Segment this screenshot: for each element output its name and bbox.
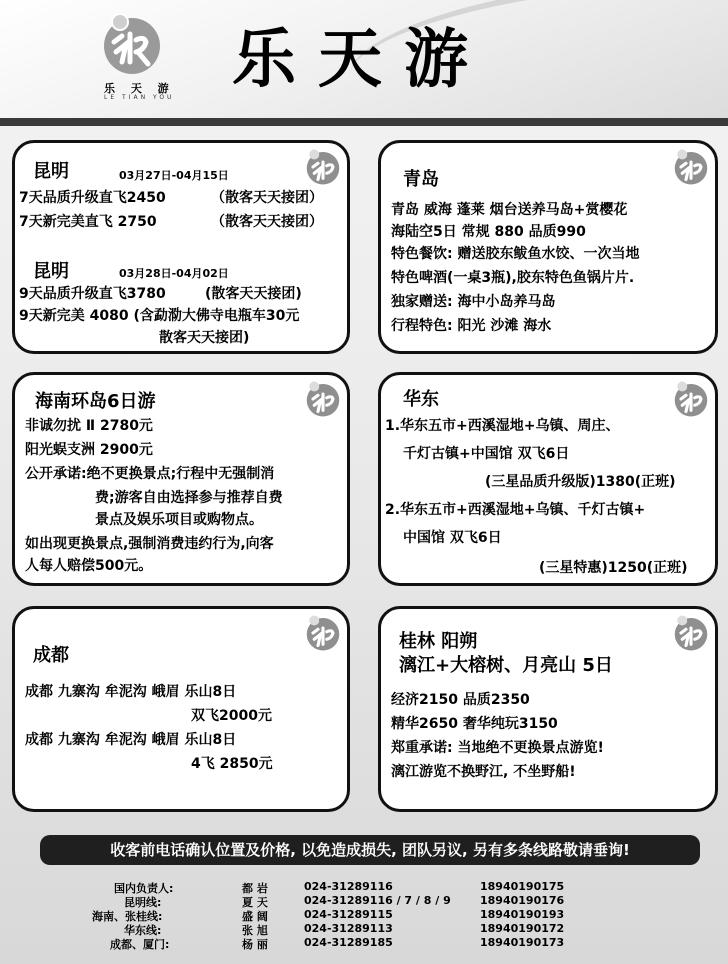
contact-phone: 024-31289116 / 7 / 8 / 9	[304, 894, 451, 907]
contact-role: 华东线:	[124, 924, 162, 937]
letianyou-logo-icon	[303, 613, 343, 653]
letianyou-logo-icon	[671, 379, 711, 419]
qingdao-line: 行程特色: 阳光 沙滩 海水	[391, 318, 552, 334]
qingdao-line: 海陆空5日 常规 880 品质990	[391, 224, 586, 240]
chengdu-line: 成都 九寨沟 牟泥沟 峨眉 乐山8日	[25, 684, 237, 700]
letianyou-logo-icon	[100, 12, 164, 76]
contact-role: 海南、张桂线:	[92, 910, 163, 923]
huadong-title: 华东	[403, 389, 439, 410]
hainan-line: 公开承诺:绝不更换景点;行程中无强制消	[25, 466, 275, 482]
kunming-title-2: 昆明	[33, 261, 69, 282]
guilin-title-2: 漓江+大榕树、月亮山 5日	[399, 655, 613, 676]
qingdao-title: 青岛	[403, 169, 439, 190]
hainan-line: 费;游客自由选择参与推荐自费	[95, 490, 283, 506]
qingdao-line: 特色啤酒(一桌3瓶),胶东特色鱼锅片片.	[391, 270, 635, 286]
notice-banner	[40, 835, 700, 865]
letianyou-logo-icon	[303, 147, 343, 187]
chengdu-title: 成都	[33, 645, 69, 666]
letianyou-logo-icon	[303, 379, 343, 419]
qingdao-line: 特色餐饮: 赠送胶东鲅鱼水饺、一次当地	[391, 246, 640, 262]
contact-name: 夏 天	[242, 896, 268, 909]
qingdao-panel	[378, 140, 718, 354]
kunming-line-3-note: (散客天天接团)	[205, 286, 302, 302]
guilin-line: 经济2150 品质2350	[391, 692, 530, 708]
contact-name: 杨 丽	[242, 938, 268, 951]
guilin-panel	[378, 606, 718, 812]
chengdu-line: 双飞2000元	[191, 708, 272, 724]
contact-mobile: 18940190176	[480, 894, 565, 907]
contact-mobile: 18940190173	[480, 936, 565, 949]
logo-text: 乐 天 游	[104, 82, 175, 95]
contact-role: 成都、厦门:	[110, 938, 170, 951]
hainan-line: 阳光蜈支洲 2900元	[25, 442, 153, 458]
guilin-line: 郑重承诺: 当地绝不更换景点游览!	[391, 740, 604, 756]
chengdu-line: 4飞 2850元	[191, 756, 273, 772]
hainan-line: 非诚勿扰 Ⅱ 2780元	[25, 418, 153, 434]
chengdu-panel	[12, 606, 350, 812]
chengdu-line: 成都 九寨沟 牟泥沟 峨眉 乐山8日	[25, 732, 237, 748]
letianyou-logo-icon	[671, 147, 711, 187]
contact-mobile: 18940190175	[480, 880, 565, 893]
kunming-date-1: 03月27日-04月15日	[119, 169, 229, 182]
huadong-line: (三星品质升级版)1380(正班)	[485, 474, 676, 490]
contact-role: 国内负责人:	[114, 882, 174, 895]
contact-phone: 024-31289113	[304, 922, 393, 935]
qingdao-line: 青岛 威海 蓬莱 烟台送养马岛+赏樱花	[391, 202, 628, 218]
kunming-line-1: 7天品质升级直飞2450	[19, 190, 166, 206]
kunming-line-4: 9天新完美 4080 (含勐泐大佛寺电瓶车30元	[19, 308, 300, 324]
guilin-title-1: 桂林 阳朔	[399, 631, 478, 652]
contact-mobile: 18940190172	[480, 922, 565, 935]
huadong-line: 1.华东五市+西溪湿地+乌镇、周庄、	[385, 418, 620, 434]
contact-phone: 024-31289116	[304, 880, 393, 893]
contact-name: 盛 阔	[242, 910, 268, 923]
contact-role: 昆明线:	[124, 896, 162, 909]
notice-text: 收客前电话确认位置及价格, 以免造成损失, 团队另议, 另有多条线路敬请垂询!	[110, 841, 630, 859]
logo-subtext: LE TIAN YOU	[104, 94, 175, 101]
brand-title: 乐天游	[232, 22, 490, 97]
kunming-line-3: 9天品质升级直飞3780	[19, 286, 166, 302]
hainan-panel	[12, 372, 350, 586]
huadong-panel	[378, 372, 718, 586]
contact-phone: 024-31289115	[304, 908, 393, 921]
huadong-line: 2.华东五市+西溪湿地+乌镇、千灯古镇+	[385, 502, 646, 518]
kunming-line-1-note: （散客天天接团）	[211, 190, 323, 206]
kunming-line-5: 散客天天接团)	[159, 330, 250, 346]
kunming-line-2: 7天新完美直飞 2750	[19, 214, 157, 230]
header-divider	[0, 118, 728, 126]
kunming-title-1: 昆明	[33, 161, 69, 182]
qingdao-line: 独家赠送: 海中小岛养马岛	[391, 294, 556, 310]
hainan-line: 如出现更换景点,强制消费违约行为,向客	[25, 536, 274, 552]
contact-mobile: 18940190193	[480, 908, 565, 921]
huadong-line: (三星特惠)1250(正班)	[539, 560, 688, 576]
guilin-line: 漓江游览不换野江, 不坐野船!	[391, 764, 576, 780]
hainan-title: 海南环岛6日游	[35, 391, 156, 412]
letianyou-logo-icon	[671, 613, 711, 653]
hainan-line: 景点及娱乐项目或购物点。	[95, 512, 263, 528]
contact-phone: 024-31289185	[304, 936, 393, 949]
kunming-date-2: 03月28日-04月02日	[119, 267, 229, 280]
guilin-line: 精华2650 奢华纯玩3150	[391, 716, 558, 732]
header	[0, 0, 728, 120]
huadong-line: 中国馆 双飞6日	[403, 530, 502, 546]
kunming-line-2-note: （散客天天接团）	[211, 214, 323, 230]
hainan-line: 人每人赔偿500元。	[25, 558, 153, 574]
contact-name: 都 岩	[242, 882, 268, 895]
kunming-panel	[12, 140, 350, 354]
contact-name: 张 旭	[242, 924, 268, 937]
huadong-line: 千灯古镇+中国馆 双飞6日	[403, 446, 570, 462]
